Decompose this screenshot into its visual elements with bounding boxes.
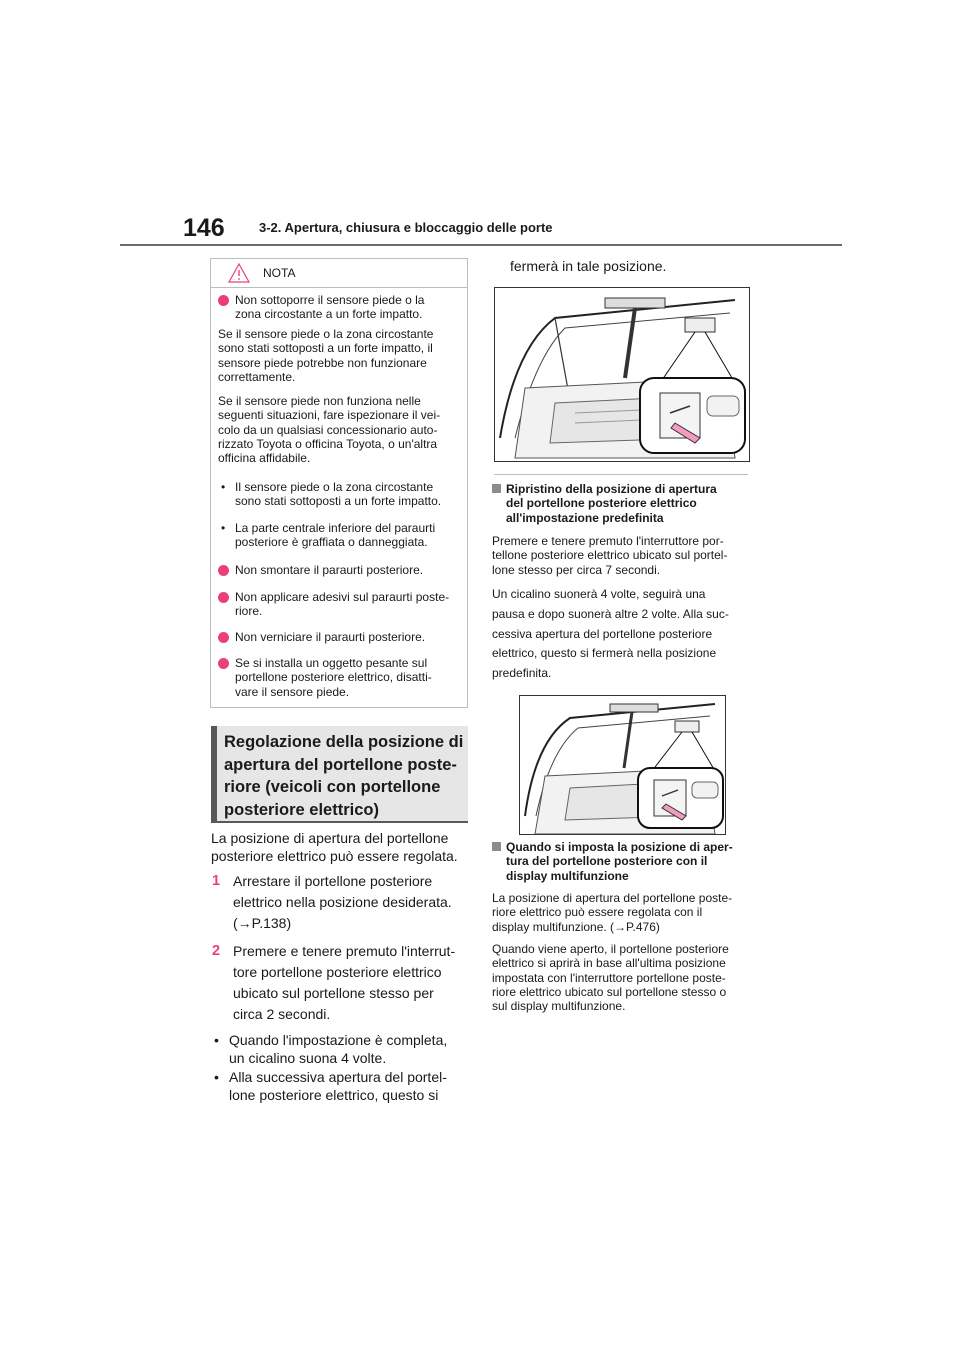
sub-divider xyxy=(494,474,748,475)
bullet-dot-icon xyxy=(218,295,229,306)
section-heading: Regolazione della posizione di apertura del portellone poste- riore (veicoli con portellone posteriore elettrico) xyxy=(224,733,464,819)
bullet-dot-icon xyxy=(218,565,229,576)
reset-paragraph: Premere e tenere premuto l'interruttore por- tellone posteriore elettrico ubicato sul portel- lone stesso per circa 7 secondi. xyxy=(492,534,728,577)
section-heading-underline xyxy=(211,821,468,823)
nota-paragraph: Se il sensore piede o la zona circostante sono stati sottoposti a un forte impatto, il sensore piede potrebbe non funzionare correttamente. xyxy=(218,327,434,384)
tailgate-switch-illustration xyxy=(520,696,725,834)
step-number: 2 xyxy=(212,943,221,959)
bullet-dot-icon xyxy=(218,658,229,669)
header-divider xyxy=(120,244,842,246)
continuation-text: fermerà in tale posizione. xyxy=(510,258,667,274)
tailgate-illustration-2 xyxy=(519,695,726,835)
display-paragraph-2: Quando viene aperto, il portellone posteriore elettrico si aprirà in base all'ultima posizione impostata con l'interruttore portellone poste- riore elettrico ubicato sul portellone stesso o sul display multifunzione. xyxy=(492,942,729,1014)
page-number: 146 xyxy=(183,214,225,242)
bullet-dot-icon xyxy=(218,632,229,643)
warning-triangle-icon xyxy=(228,263,250,283)
chapter-title: 3-2. Apertura, chiusura e bloccaggio delle porte xyxy=(259,220,553,235)
square-bullet-icon xyxy=(492,484,501,493)
display-paragraph: La posizione di apertura del portellone poste- riore elettrico può essere regolata con il display multifunzione. (→P.476) xyxy=(492,891,733,934)
nota-box: NOTA Non sottoporre il sensore piede o la zona circostante a un forte impatto. Se il sensore piede o la zona circostante sono stati sottoposti a un forte impatto, il sensore piede potrebbe non funzionare correttamente. Se il sensore piede non funziona nelle seguenti situazioni, fare ispezionare il vei- colo da un qualsiasi concessionario auto- rizzato Toyota o officina Toyota, o un'altra officina affidabile. • Il sensore piede o la zona circostante sono stati sottoposti a un forte impatto. • La parte centrale inferiore del paraurti posteriore è graffiata o danneggiata. Non smontare il paraurti posteriore. Non applicare adesivi sul paraurti poste- riore. Non verniciare il paraurti posteriore. Se si installa un oggetto pesante sul portellone posteriore elettrico, disatti- vare il sensore piede. xyxy=(210,258,468,708)
bullet-dot-icon xyxy=(218,592,229,603)
intro-paragraph: La posizione di apertura del portellone posteriore elettrico può essere regolata. xyxy=(211,830,458,865)
reset-paragraph-2: Un cicalino suonerà 4 volte, seguirà una pausa e dopo suonerà altre 2 volte. Alla suc- cessiva apertura del portellone posteriore elettrico, questo si fermerà nella posizione predefinita. xyxy=(492,587,729,681)
nota-label: NOTA xyxy=(263,266,296,280)
tailgate-illustration-1 xyxy=(494,287,750,462)
square-bullet-icon xyxy=(492,842,501,851)
nota-divider xyxy=(211,287,467,288)
nota-header xyxy=(211,259,467,285)
tailgate-switch-illustration xyxy=(495,288,749,461)
nota-paragraph: Se il sensore piede non funziona nelle seguenti situazioni, fare ispezionare il vei- colo da un qualsiasi concessionario auto- rizzato Toyota o officina Toyota, o un'altra officina affidabile. xyxy=(218,394,441,466)
section-heading-bar xyxy=(211,726,217,822)
step-number: 1 xyxy=(212,873,221,889)
